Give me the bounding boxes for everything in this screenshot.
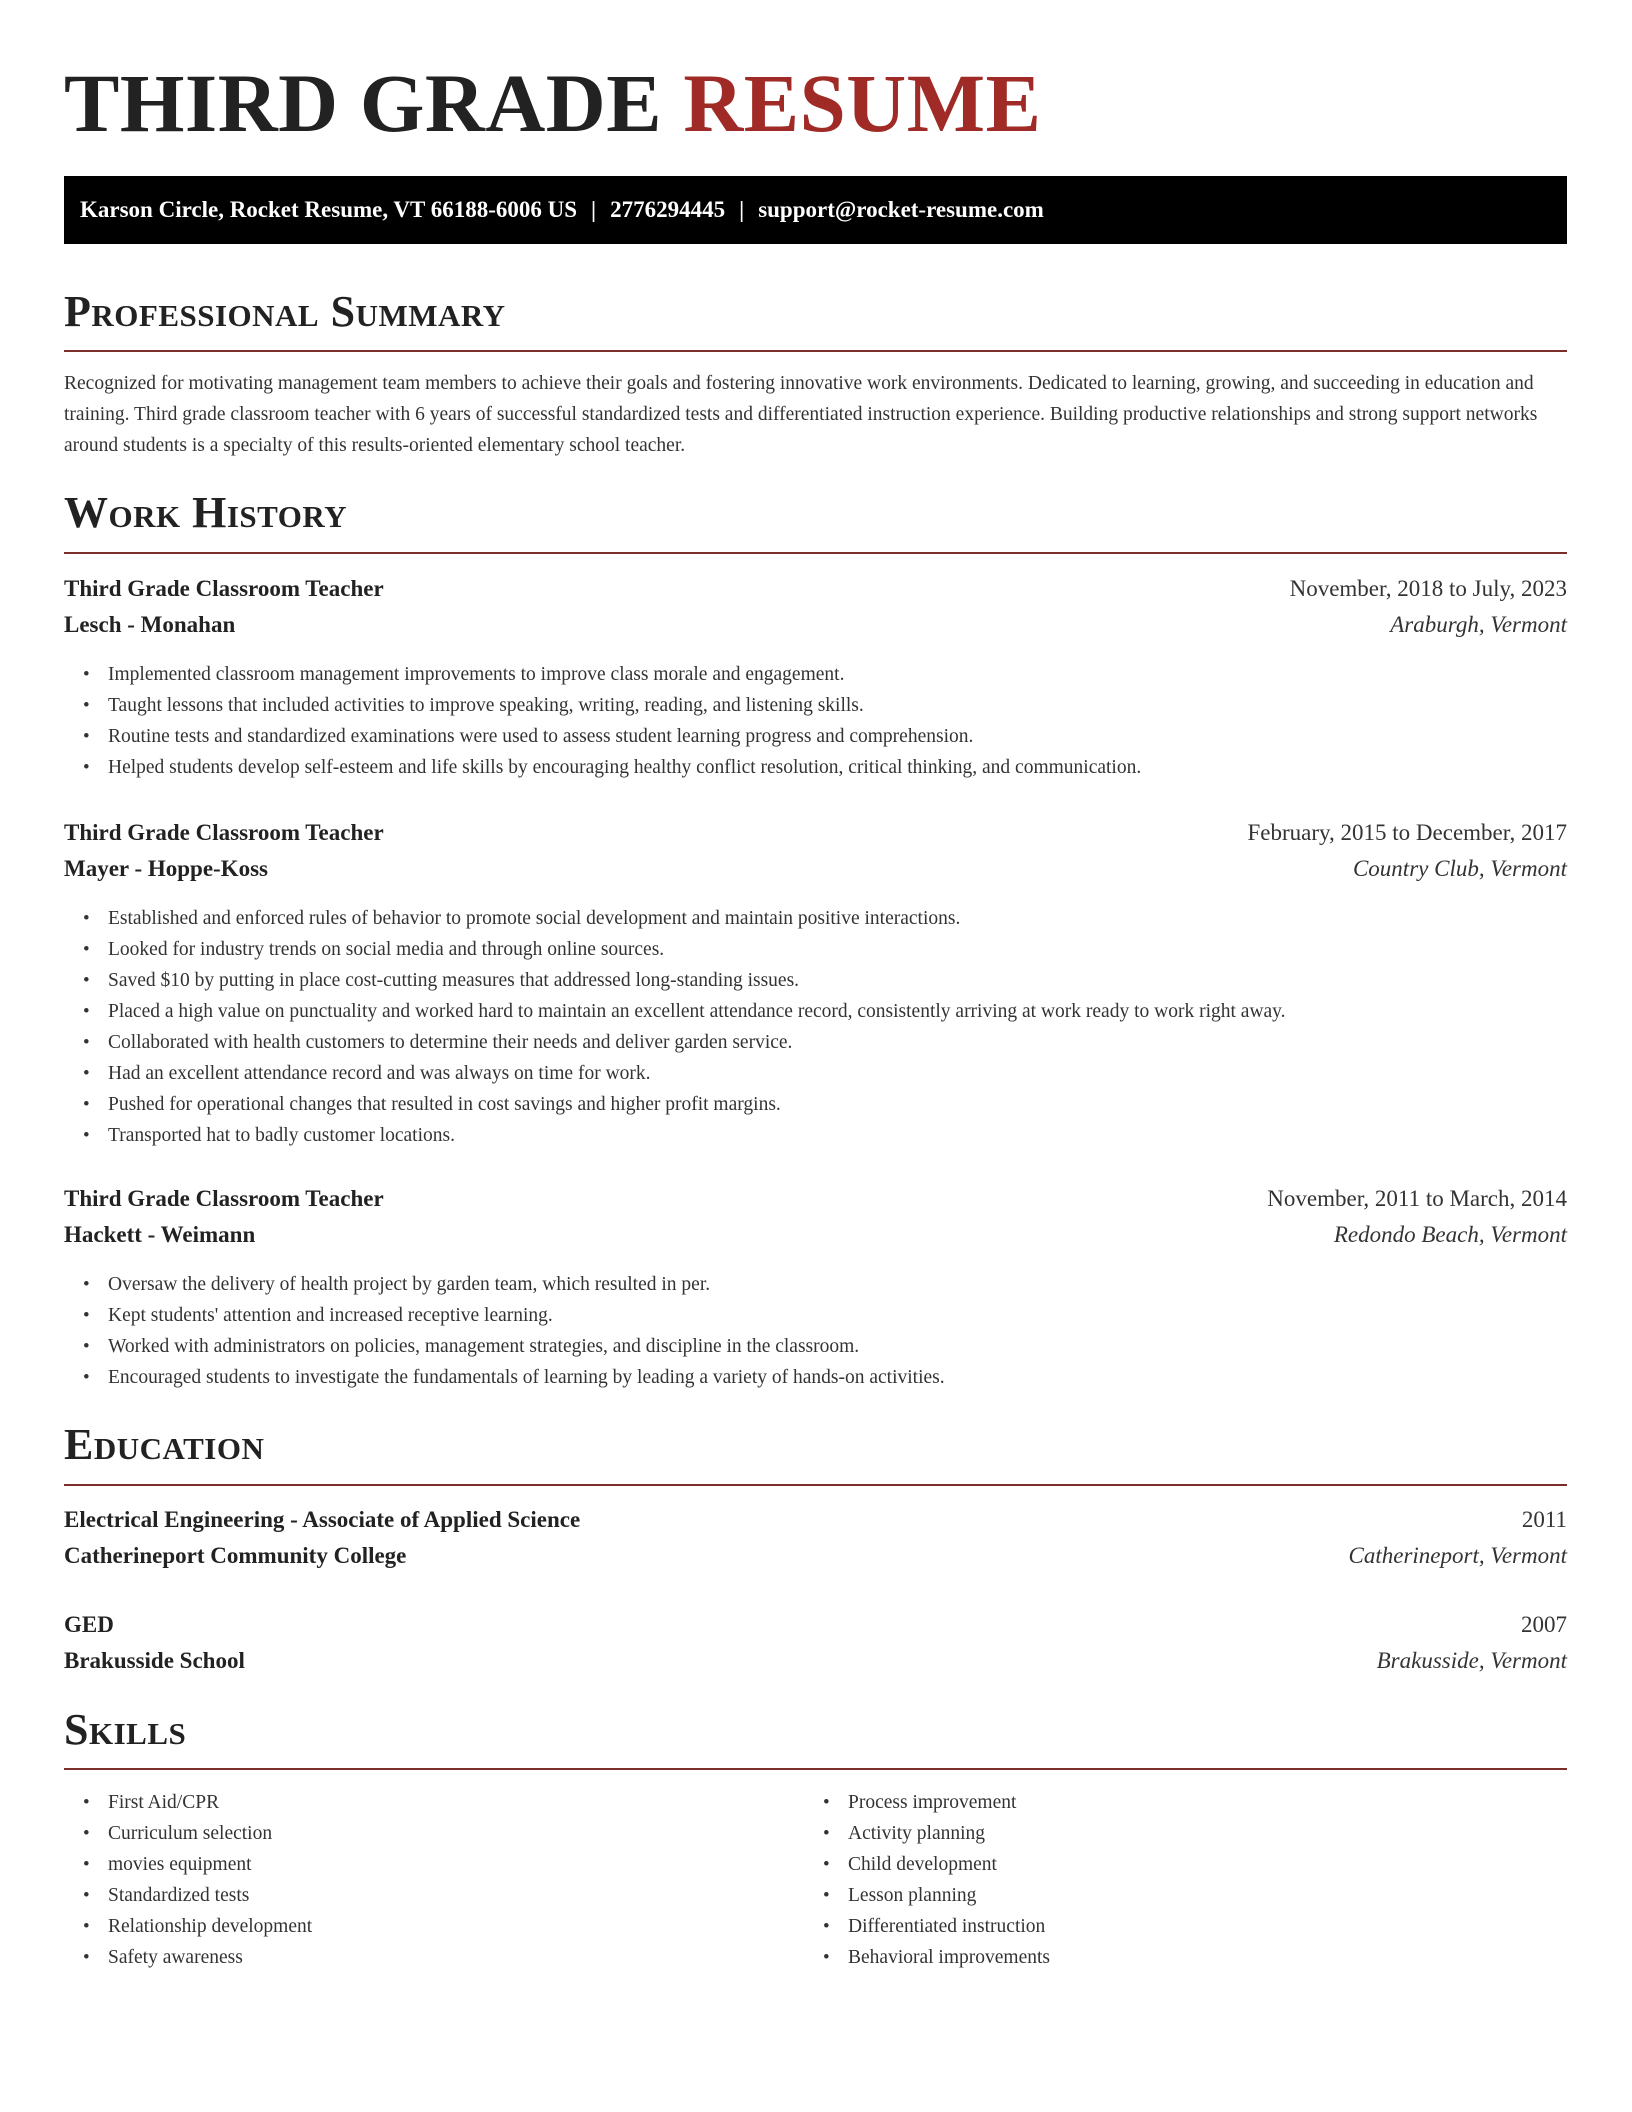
education-degree: Electrical Engineering - Associate of Applied Science — [64, 1507, 581, 1532]
job-bullets — [64, 1269, 1567, 1393]
job-title: Third Grade Classroom Teacher — [64, 576, 384, 601]
education-location: Brakusside, Vermont — [1376, 1648, 1567, 1673]
job-bullet: • Worked with administrators on policies, management strategies, and discipline in the classroom. — [108, 1331, 1567, 1362]
skill-item: • Differentiated instruction — [848, 1911, 1544, 1942]
skill-item: • Activity planning — [848, 1818, 1544, 1849]
resume-title — [64, 58, 1041, 148]
job-employer-row — [64, 1220, 1567, 1250]
job-bullets — [64, 903, 1567, 1151]
education-degree-row — [64, 1610, 1567, 1640]
job-bullet: • Taught lessons that included activities to improve speaking, writing, reading, and listening skills. — [108, 690, 1567, 721]
job-dates: November, 2011 to March, 2014 — [1267, 1186, 1567, 1211]
job-dates: February, 2015 to December, 2017 — [1247, 820, 1567, 845]
contact-separator: | — [591, 197, 597, 222]
skills-divider — [64, 1768, 1567, 1770]
job-bullet: • Encouraged students to investigate the fundamentals of learning by leading a variety of hands-on activities. — [108, 1362, 1567, 1393]
job-employer: Mayer - Hoppe-Koss — [64, 856, 269, 881]
job-title: Third Grade Classroom Teacher — [64, 1186, 384, 1211]
skills-heading: Skills — [64, 1705, 187, 1754]
summary-heading: Professional Summary — [64, 287, 506, 336]
contact-bar — [64, 176, 1567, 244]
job-bullet: • Pushed for operational changes that resulted in cost savings and higher profit margins. — [108, 1089, 1567, 1120]
skill-item: • Behavioral improvements — [848, 1942, 1544, 1973]
job-bullet: • Saved $10 by putting in place cost-cutting measures that addressed long-standing issues. — [108, 965, 1567, 996]
summary-divider — [64, 350, 1567, 352]
job-header-row — [64, 1184, 1567, 1214]
job-bullet: • Helped students develop self-esteem and life skills by encouraging healthy conflict resolution, critical thinking, and communication. — [108, 752, 1567, 783]
job-bullets — [64, 659, 1567, 783]
contact-phone: 2776294445 — [610, 197, 726, 222]
skill-item: • Safety awareness — [108, 1942, 804, 1973]
education-divider — [64, 1484, 1567, 1486]
job-employer-row — [64, 610, 1567, 640]
job-employer-row — [64, 854, 1567, 884]
job-employer: Lesch - Monahan — [64, 612, 236, 637]
contact-address: Karson Circle, Rocket Resume, VT 66188-6006 US — [80, 197, 578, 222]
education-school-row — [64, 1541, 1567, 1571]
contact-separator: | — [739, 197, 745, 222]
contact-email[interactable]: support@rocket-resume.com — [758, 197, 1044, 222]
job-header-row — [64, 574, 1567, 604]
job-bullet: • Placed a high value on punctuality and worked hard to maintain an excellent attendance record, consistently arriving at work ready to work right away. — [108, 996, 1567, 1027]
education-location: Catherineport, Vermont — [1348, 1543, 1567, 1568]
job-location: Redondo Beach, Vermont — [1333, 1222, 1567, 1247]
job-bullet: • Kept students' attention and increased receptive learning. — [108, 1300, 1567, 1331]
education-heading: Education — [64, 1420, 265, 1469]
job-location: Araburgh, Vermont — [1390, 612, 1567, 637]
job-bullet: • Had an excellent attendance record and was always on time for work. — [108, 1058, 1567, 1089]
job-bullet: • Looked for industry trends on social media and through online sources. — [108, 934, 1567, 965]
job-bullet: • Oversaw the delivery of health project by garden team, which resulted in per. — [108, 1269, 1567, 1300]
education-year: 2007 — [1521, 1612, 1567, 1637]
job-bullet: • Routine tests and standardized examinations were used to assess student learning progress and comprehension. — [108, 721, 1567, 752]
skill-item: • Lesson planning — [848, 1880, 1544, 1911]
job-bullet: • Collaborated with health customers to determine their needs and deliver garden service. — [108, 1027, 1567, 1058]
skill-item: • Standardized tests — [108, 1880, 804, 1911]
summary-text: Recognized for motivating management team members to achieve their goals and fostering innovative work environments. Dedicated to learning, growing, and succeeding in education and training. Third grade classroom teacher with 6 years of successful standardized tests and differentiated instruction experience. Building productive relationships and strong support networks around students is a specialty of this results-oriented elementary school teacher. — [64, 373, 1538, 456]
skill-item: • Process improvement — [848, 1787, 1544, 1818]
job-employer: Hackett - Weimann — [64, 1222, 256, 1247]
education-school: Catherineport Community College — [64, 1543, 407, 1568]
job-bullet: • Established and enforced rules of behavior to promote social development and maintain positive interactions. — [108, 903, 1567, 934]
skills-list-left — [64, 1787, 804, 1973]
skill-item: • Curriculum selection — [108, 1818, 804, 1849]
education-degree-row — [64, 1505, 1567, 1535]
job-location: Country Club, Vermont — [1352, 856, 1567, 881]
skill-item: • movies equipment — [108, 1849, 804, 1880]
job-dates: November, 2018 to July, 2023 — [1289, 576, 1567, 601]
education-degree: GED — [64, 1612, 114, 1637]
work-history-heading: Work History — [64, 488, 348, 537]
work-history-divider — [64, 552, 1567, 554]
skill-item: • Relationship development — [108, 1911, 804, 1942]
skill-item: • Child development — [848, 1849, 1544, 1880]
job-title: Third Grade Classroom Teacher — [64, 820, 384, 845]
job-bullet: • Transported hat to badly customer locations. — [108, 1120, 1567, 1151]
title-main: THIRD GRADE — [64, 57, 663, 149]
education-year: 2011 — [1521, 1507, 1567, 1532]
skill-item: • First Aid/CPR — [108, 1787, 804, 1818]
title-accent: RESUME — [683, 57, 1042, 149]
education-school: Brakusside School — [64, 1648, 245, 1673]
education-school-row — [64, 1646, 1567, 1676]
skills-list-right — [804, 1787, 1544, 1973]
job-bullet: • Implemented classroom management improvements to improve class morale and engagement. — [108, 659, 1567, 690]
job-header-row — [64, 818, 1567, 848]
